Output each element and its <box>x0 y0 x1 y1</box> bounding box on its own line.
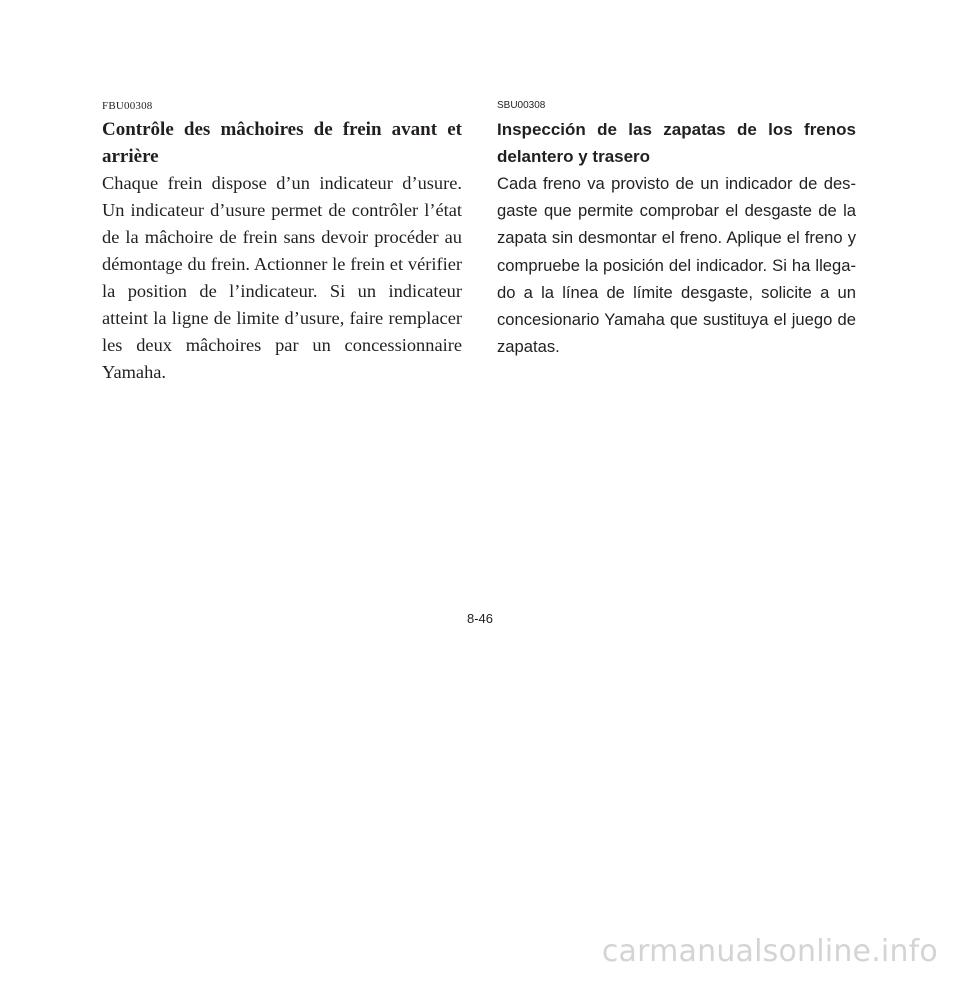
section-body: Chaque frein dispose d’un indicateur d’usure. Un indicateur d’usure permet de contrôler l’état de la mâchoire de frein sans devoir procéder au démontage du frein. Actionner le frein et vérifier la position de l’indicateur. Si un indicateur atteint la ligne de limite d’usure, faire remplacer les deux mâchoires par un concessionnaire Yamaha. <box>102 173 462 382</box>
section-code: SBU00308 <box>497 100 546 111</box>
section-code: FBU00308 <box>102 100 153 112</box>
spanish-section <box>497 98 856 360</box>
watermark: carmanualsonline.info <box>601 934 938 969</box>
section-body: Cada freno va provisto de un indicador de des-gaste que permite comprobar el desgaste de la zapata sin desmontar el freno. Aplique el freno y compruebe la posición del indicador. Si ha llega-do a la línea de límite desgaste, solicite a un concesionario Yamaha que sustituya el juego de zapatas. <box>497 174 856 357</box>
section-heading: Inspección de las zapatas de los frenos delantero y trasero <box>497 120 856 166</box>
page-number: 8-46 <box>466 611 494 626</box>
french-section <box>102 98 462 386</box>
section-heading: Contrôle des mâchoires de frein avant et arrière <box>102 119 462 167</box>
